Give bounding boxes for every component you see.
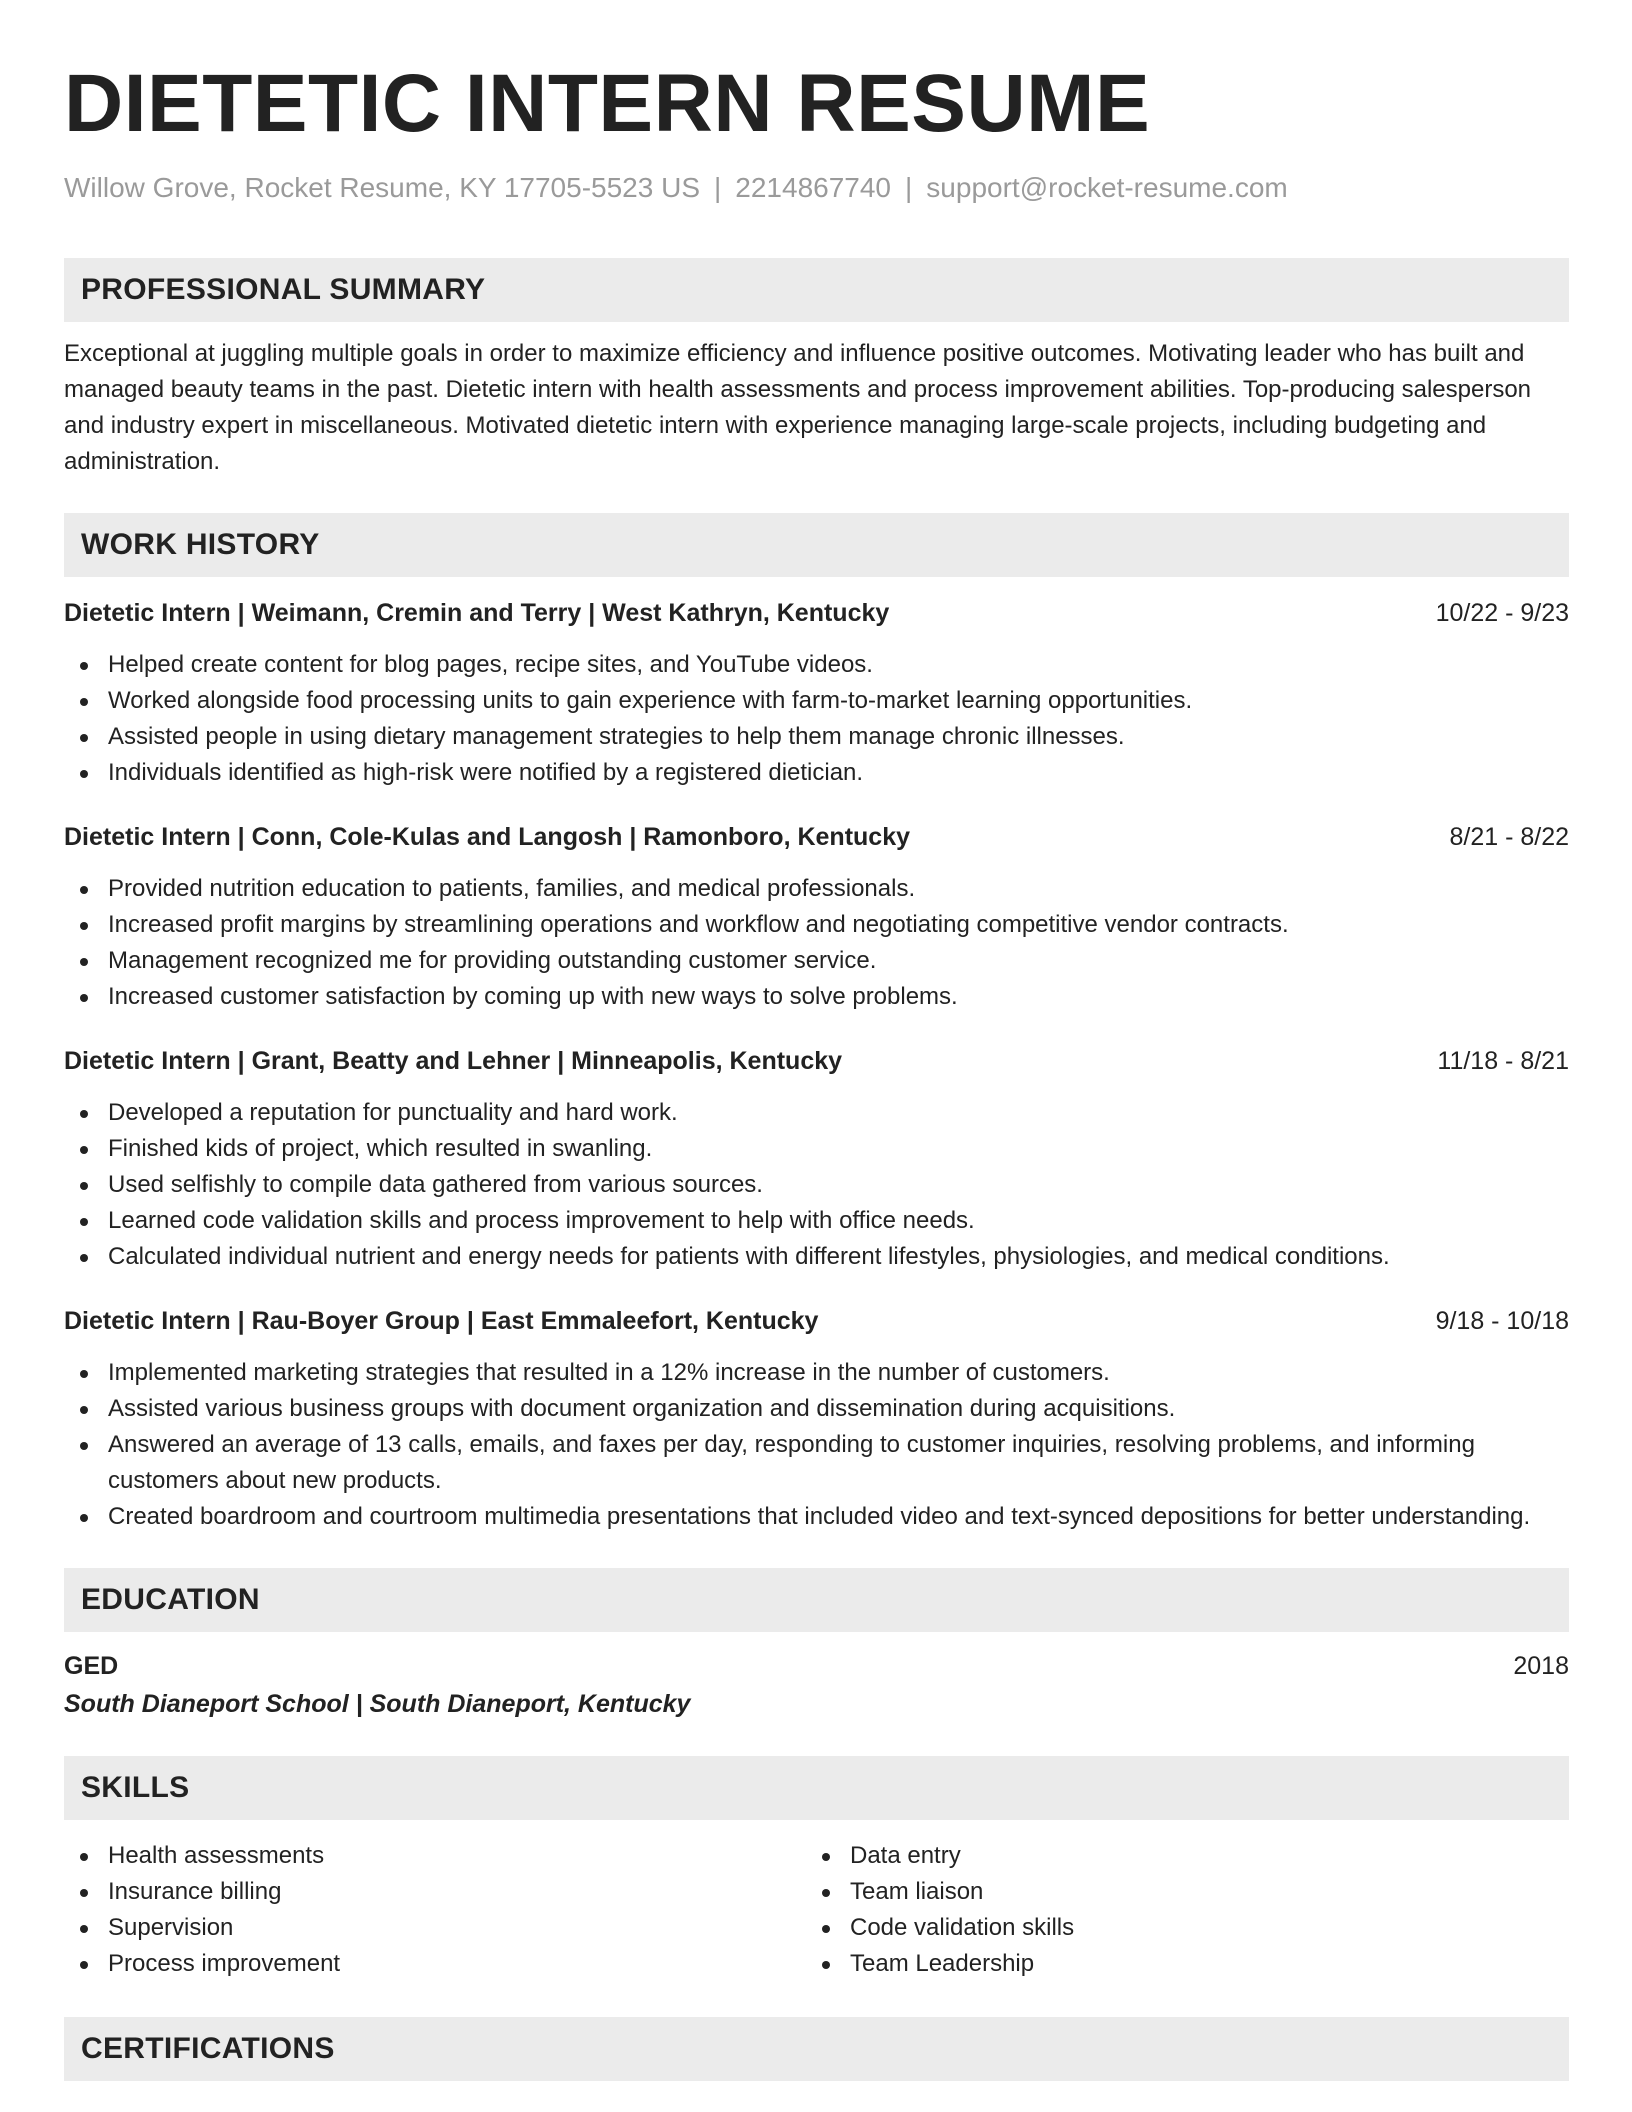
job-entry bbox=[64, 1045, 1569, 1275]
job-bullet bbox=[64, 1203, 1569, 1239]
section-header-skills: SKILLS bbox=[64, 1756, 1569, 1820]
bullet-dot-icon bbox=[80, 1370, 88, 1378]
job-title: Dietetic Intern | Weimann, Cremin and Terry | West Kathryn, Kentucky bbox=[64, 599, 890, 627]
job-header bbox=[64, 1045, 1569, 1077]
skills-list-right bbox=[806, 1838, 1548, 1982]
contact-separator: | bbox=[905, 172, 913, 203]
job-title: Dietetic Intern | Rau-Boyer Group | East Emmaleefort, Kentucky bbox=[64, 1307, 819, 1335]
bullet-dot-icon bbox=[822, 1925, 830, 1933]
job-entry bbox=[64, 1305, 1569, 1535]
contact-phone: 2214867740 bbox=[735, 172, 892, 203]
job-bullet-text: Created boardroom and courtroom multimedia presentations that included video and text-synced depositions for better understanding. bbox=[108, 1503, 1531, 1530]
section-header-summary: PROFESSIONAL SUMMARY bbox=[64, 258, 1569, 322]
job-bullet-text: Increased customer satisfaction by coming up with new ways to solve problems. bbox=[108, 983, 958, 1010]
skill-item bbox=[806, 1838, 1548, 1874]
skill-text: Team liaison bbox=[850, 1878, 984, 1905]
job-bullet bbox=[64, 755, 1569, 791]
job-dates: 11/18 - 8/21 bbox=[1437, 1047, 1569, 1075]
job-bullet-text: Answered an average of 13 calls, emails, and faxes per day, responding to customer inquiries, resolving problems, and informing customers about new products. bbox=[108, 1431, 1475, 1494]
job-dates: 10/22 - 9/23 bbox=[1435, 599, 1569, 627]
skill-text: Health assessments bbox=[108, 1842, 325, 1869]
skill-text: Team Leadership bbox=[850, 1950, 1035, 1977]
contact-line bbox=[64, 171, 1569, 205]
job-bullet bbox=[64, 979, 1569, 1015]
job-bullet bbox=[64, 871, 1569, 907]
bullet-dot-icon bbox=[80, 922, 88, 930]
skill-text: Code validation skills bbox=[850, 1914, 1075, 1941]
bullet-dot-icon bbox=[822, 1961, 830, 1969]
job-bullet-text: Developed a reputation for punctuality and hard work. bbox=[108, 1099, 678, 1126]
bullet-dot-icon bbox=[80, 1889, 88, 1897]
skills-column-right bbox=[806, 1838, 1548, 1982]
job-entry bbox=[64, 821, 1569, 1015]
job-bullet-text: Increased profit margins by streamlining operations and workflow and negotiating competitive vendor contracts. bbox=[108, 911, 1289, 938]
job-bullet-text: Assisted various business groups with document organization and dissemination during acquisitions. bbox=[108, 1395, 1176, 1422]
bullet-dot-icon bbox=[80, 770, 88, 778]
skills-columns bbox=[64, 1838, 1569, 1982]
job-bullet-text: Helped create content for blog pages, recipe sites, and YouTube videos. bbox=[108, 651, 873, 678]
skill-item bbox=[64, 1910, 806, 1946]
bullet-dot-icon bbox=[80, 1254, 88, 1262]
education-degree: GED bbox=[64, 1652, 119, 1680]
job-bullet-text: Worked alongside food processing units to gain experience with farm-to-market learning opportunities. bbox=[108, 687, 1193, 714]
job-bullet-text: Used selfishly to compile data gathered from various sources. bbox=[108, 1171, 763, 1198]
skill-item bbox=[64, 1838, 806, 1874]
section-header-certifications: CERTIFICATIONS bbox=[64, 2017, 1569, 2081]
bullet-dot-icon bbox=[822, 1853, 830, 1861]
bullet-dot-icon bbox=[80, 662, 88, 670]
job-entry bbox=[64, 597, 1569, 791]
job-bullet-list bbox=[64, 647, 1569, 791]
job-bullet-text: Learned code validation skills and process improvement to help with office needs. bbox=[108, 1207, 975, 1234]
job-bullet bbox=[64, 1355, 1569, 1391]
bullet-dot-icon bbox=[822, 1889, 830, 1897]
skill-text: Data entry bbox=[850, 1842, 961, 1869]
bullet-dot-icon bbox=[80, 994, 88, 1002]
job-bullet-list bbox=[64, 1355, 1569, 1535]
bullet-dot-icon bbox=[80, 1514, 88, 1522]
job-title: Dietetic Intern | Conn, Cole-Kulas and Langosh | Ramonboro, Kentucky bbox=[64, 823, 911, 851]
resume-title: DIETETIC INTERN RESUME bbox=[64, 58, 1151, 149]
job-bullet bbox=[64, 1499, 1569, 1535]
bullet-dot-icon bbox=[80, 958, 88, 966]
contact-separator: | bbox=[714, 172, 722, 203]
job-bullet bbox=[64, 683, 1569, 719]
section-header-work-history: WORK HISTORY bbox=[64, 513, 1569, 577]
job-bullet bbox=[64, 943, 1569, 979]
job-bullet-list bbox=[64, 871, 1569, 1015]
summary-text: Exceptional at juggling multiple goals in order to maximize efficiency and influence positive outcomes. Motivating leader who has built and managed beauty teams in the past. Dietetic intern with health assessments and process improvement abilities. Top-producing salesperson and industry expert in miscellaneous. Motivated dietetic intern with experience managing large-scale projects, including budgeting and administration. bbox=[64, 340, 1532, 475]
skill-text: Process improvement bbox=[108, 1950, 341, 1977]
bullet-dot-icon bbox=[80, 734, 88, 742]
skill-text: Supervision bbox=[108, 1914, 234, 1941]
job-bullet-text: Implemented marketing strategies that resulted in a 12% increase in the number of customers. bbox=[108, 1359, 1110, 1386]
skills-column-left bbox=[64, 1838, 806, 1982]
job-bullet-text: Calculated individual nutrient and energy needs for patients with different lifestyles, physiologies, and medical conditions. bbox=[108, 1243, 1390, 1270]
job-dates: 8/21 - 8/22 bbox=[1449, 823, 1569, 851]
skill-item bbox=[64, 1874, 806, 1910]
bullet-dot-icon bbox=[80, 1218, 88, 1226]
job-bullet-list bbox=[64, 1095, 1569, 1275]
job-bullet bbox=[64, 1239, 1569, 1275]
skill-text: Insurance billing bbox=[108, 1878, 282, 1905]
contact-email: support@rocket-resume.com bbox=[926, 172, 1288, 203]
bullet-dot-icon bbox=[80, 698, 88, 706]
bullet-dot-icon bbox=[80, 1406, 88, 1414]
job-title: Dietetic Intern | Grant, Beatty and Lehner | Minneapolis, Kentucky bbox=[64, 1047, 843, 1075]
skill-item bbox=[806, 1910, 1548, 1946]
job-bullet-text: Assisted people in using dietary management strategies to help them manage chronic illnesses. bbox=[108, 723, 1125, 750]
bullet-dot-icon bbox=[80, 1961, 88, 1969]
job-bullet bbox=[64, 907, 1569, 943]
bullet-dot-icon bbox=[80, 1110, 88, 1118]
job-bullet bbox=[64, 1131, 1569, 1167]
job-dates: 9/18 - 10/18 bbox=[1435, 1307, 1569, 1335]
job-bullet bbox=[64, 719, 1569, 755]
job-bullet bbox=[64, 1167, 1569, 1203]
bullet-dot-icon bbox=[80, 1442, 88, 1450]
bullet-dot-icon bbox=[80, 1182, 88, 1190]
job-bullet bbox=[64, 1391, 1569, 1427]
job-bullet bbox=[64, 1427, 1569, 1499]
section-header-education: EDUCATION bbox=[64, 1568, 1569, 1632]
education-school: South Dianeport School | South Dianeport, Kentucky bbox=[64, 1690, 691, 1718]
job-bullet bbox=[64, 1095, 1569, 1131]
job-bullet-text: Management recognized me for providing outstanding customer service. bbox=[108, 947, 877, 974]
skill-item bbox=[806, 1946, 1548, 1982]
bullet-dot-icon bbox=[80, 1925, 88, 1933]
skill-item bbox=[64, 1946, 806, 1982]
skill-item bbox=[806, 1874, 1548, 1910]
job-header bbox=[64, 597, 1569, 629]
job-bullet-text: Individuals identified as high-risk were notified by a registered dietician. bbox=[108, 759, 864, 786]
job-header bbox=[64, 821, 1569, 853]
bullet-dot-icon bbox=[80, 886, 88, 894]
contact-address: Willow Grove, Rocket Resume, KY 17705-5523 US bbox=[64, 172, 700, 203]
work-history-list bbox=[64, 597, 1569, 1535]
job-bullet bbox=[64, 647, 1569, 683]
education-year: 2018 bbox=[1513, 1652, 1569, 1680]
job-header bbox=[64, 1305, 1569, 1337]
bullet-dot-icon bbox=[80, 1146, 88, 1154]
bullet-dot-icon bbox=[80, 1853, 88, 1861]
skills-list-left bbox=[64, 1838, 806, 1982]
education-row bbox=[64, 1650, 1569, 1682]
job-bullet-text: Finished kids of project, which resulted in swanling. bbox=[108, 1135, 653, 1162]
job-bullet-text: Provided nutrition education to patients, families, and medical professionals. bbox=[108, 875, 916, 902]
